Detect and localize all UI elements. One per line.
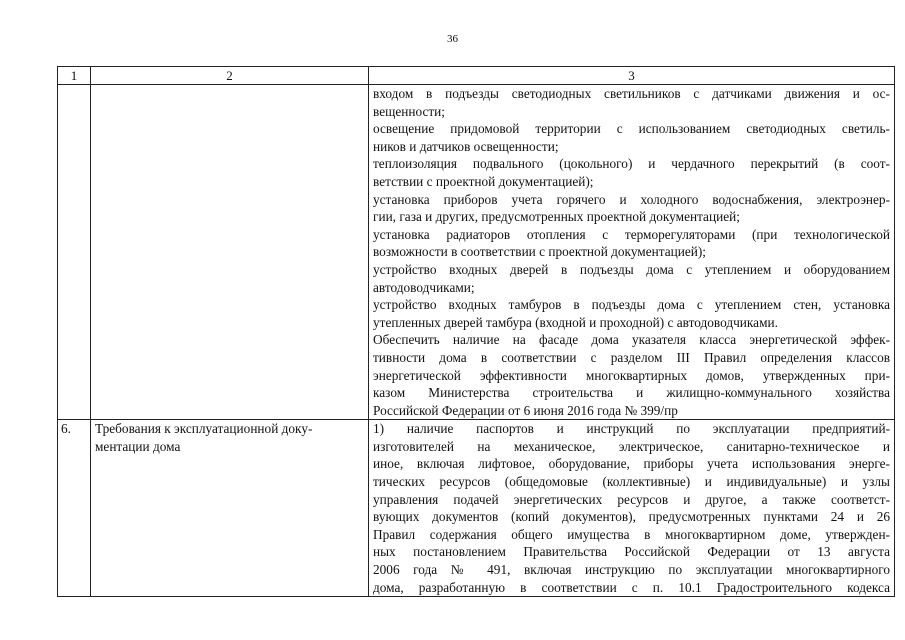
content-line: установка приборов учета горячего и холодного водоснабжения, электроэнер- [373,191,890,207]
content-line: управления подачей энергетических ресурсов и другое, а также соответст- [373,491,890,507]
header-col-2: 2 [91,67,369,85]
row-title-line: ментации дома [95,438,181,454]
content-line: входом в подъезды светодиодных светильников с датчиками движения и ос- [373,86,890,101]
content-line: возможности в соответствии с проектной документацией); [373,244,706,260]
content-line: Российской Федерации от 6 июня 2016 года № 399/пр [373,402,678,418]
requirements-table [57,66,895,597]
row-title-cell [91,420,369,597]
content-line: Обеспечить наличие на фасаде дома указателя класса энергетической эффек- [373,332,890,348]
content-line: 1) наличие паспортов и инструкций по эксплуатации предприятий- [373,421,890,437]
table-row-continued [58,85,895,420]
content-line: тических ресурсов (общедомовые (коллективные) и индивидуальные) и узлы [373,474,890,490]
row-content-cell [369,420,895,597]
row-title-cell [91,85,369,420]
content-line: установка радиаторов отопления с терморегуляторами (при технологической [373,226,890,242]
content-line: Правил содержания общего имущества в многоквартирном доме, утвержден- [373,526,890,542]
content-line: устройство входных тамбуров в подъезды дома с утеплением стен, установка [373,297,890,313]
header-col-1: 1 [58,67,91,85]
content-line: тивности дома в соответствии с разделом III Правил определения классов [373,349,890,365]
content-line: утепленных дверей тамбура (входной и проходной) с автодоводчиками. [373,314,778,330]
table-header-row [58,67,895,85]
row-number-cell [58,420,91,597]
content-line: устройство входных дверей в подъезды дома с утеплением и оборудованием [373,261,890,277]
content-line: энергетической эффективности многоквартирных домов, утвержденных при- [373,367,890,383]
row-number: 6. [61,421,71,437]
content-line: гии, газа и других, предусмотренных проектной документацией; [373,209,740,225]
page-number: 36 [447,33,458,45]
content-line: ветствии с проектной документацией); [373,173,594,189]
content-line: теплоизоляция подвального (цокольного) и чердачного перекрытий (в соот- [373,156,890,172]
content-line: дома, разработанную в соответствии с п. 10.1 Градостроительного кодекса [373,579,890,595]
content-line: 2006 года № 491, включая инструкцию по эксплуатации многоквартирного [373,562,890,578]
content-line: изготовителей на механическое, электрическое, санитарно-техническое и [373,438,890,454]
content-line: вещенности; [373,103,445,119]
content-line: автодоводчиками; [373,279,475,295]
content-line: ников и датчиков освещенности; [373,138,559,154]
content-line: иное, включая лифтовое, оборудование, приборы учета использования энерге- [373,456,890,472]
content-line: казом Министерства строительства и жилищно-коммунального хозяйства [373,385,890,401]
content-line: вующих документов (копий документов), предусмотренных пунктами 24 и 26 [373,509,890,525]
content-line: освещение придомовой территории с использованием светодиодных светиль- [373,121,890,137]
row-content-cell [369,85,895,420]
table-row-6 [58,420,895,597]
content-line: ных постановлением Правительства Российской Федерации от 13 августа [373,544,890,560]
row-title-line: Требования к эксплуатационной доку- [95,421,313,437]
header-col-3: 3 [369,67,895,85]
row-number-cell [58,85,91,420]
